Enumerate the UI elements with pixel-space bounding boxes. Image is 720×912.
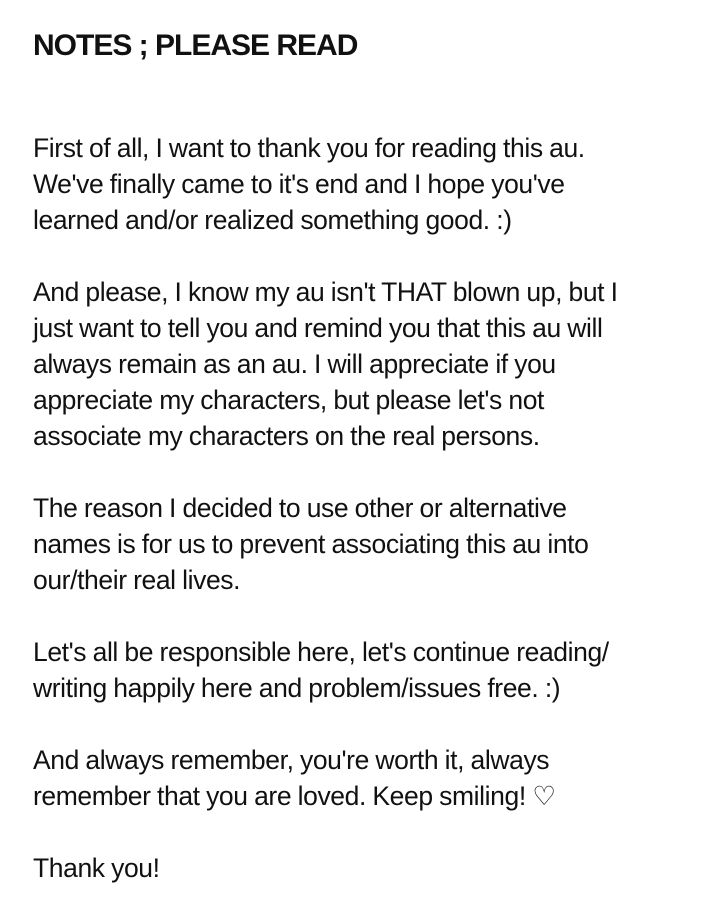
text-line: And please, I know my au isn't THAT blown up, but I bbox=[33, 277, 618, 307]
text-line: learned and/or realized something good. :) bbox=[33, 205, 512, 235]
paragraph-closing bbox=[33, 850, 703, 886]
text-line: And always remember, you're worth it, always bbox=[33, 745, 550, 775]
cropped-header-fragment bbox=[230, 0, 490, 4]
paragraph-reminder bbox=[33, 274, 703, 454]
text-line: always remain as an au. I will appreciate if you bbox=[33, 349, 556, 379]
text-line: Thank you! bbox=[33, 853, 160, 883]
note-body bbox=[33, 26, 703, 886]
text-line: associate my characters on the real persons. bbox=[33, 421, 540, 451]
text-line: First of all, I want to thank you for reading this au. bbox=[33, 133, 585, 163]
text-line: just want to tell you and remind you that this au will bbox=[33, 313, 603, 343]
paragraph-names-reason bbox=[33, 490, 703, 598]
note-title: NOTES ; PLEASE READ bbox=[33, 29, 358, 62]
paragraph-thanks bbox=[33, 130, 703, 238]
text-line: We've finally came to it's end and I hope you've bbox=[33, 169, 565, 199]
text-line: our/their real lives. bbox=[33, 565, 241, 595]
paragraph-remember bbox=[33, 742, 703, 814]
text-line: appreciate my characters, but please let's not bbox=[33, 385, 544, 415]
paragraph-responsible bbox=[33, 634, 703, 706]
text-line: The reason I decided to use other or alternative bbox=[33, 493, 567, 523]
text-line: names is for us to prevent associating this au into bbox=[33, 529, 589, 559]
text-line: remember that you are loved. Keep smiling! ♡ bbox=[33, 781, 556, 811]
text-line: Let's all be responsible here, let's continue reading/ bbox=[33, 637, 609, 667]
text-line: writing happily here and problem/issues free. :) bbox=[33, 673, 561, 703]
